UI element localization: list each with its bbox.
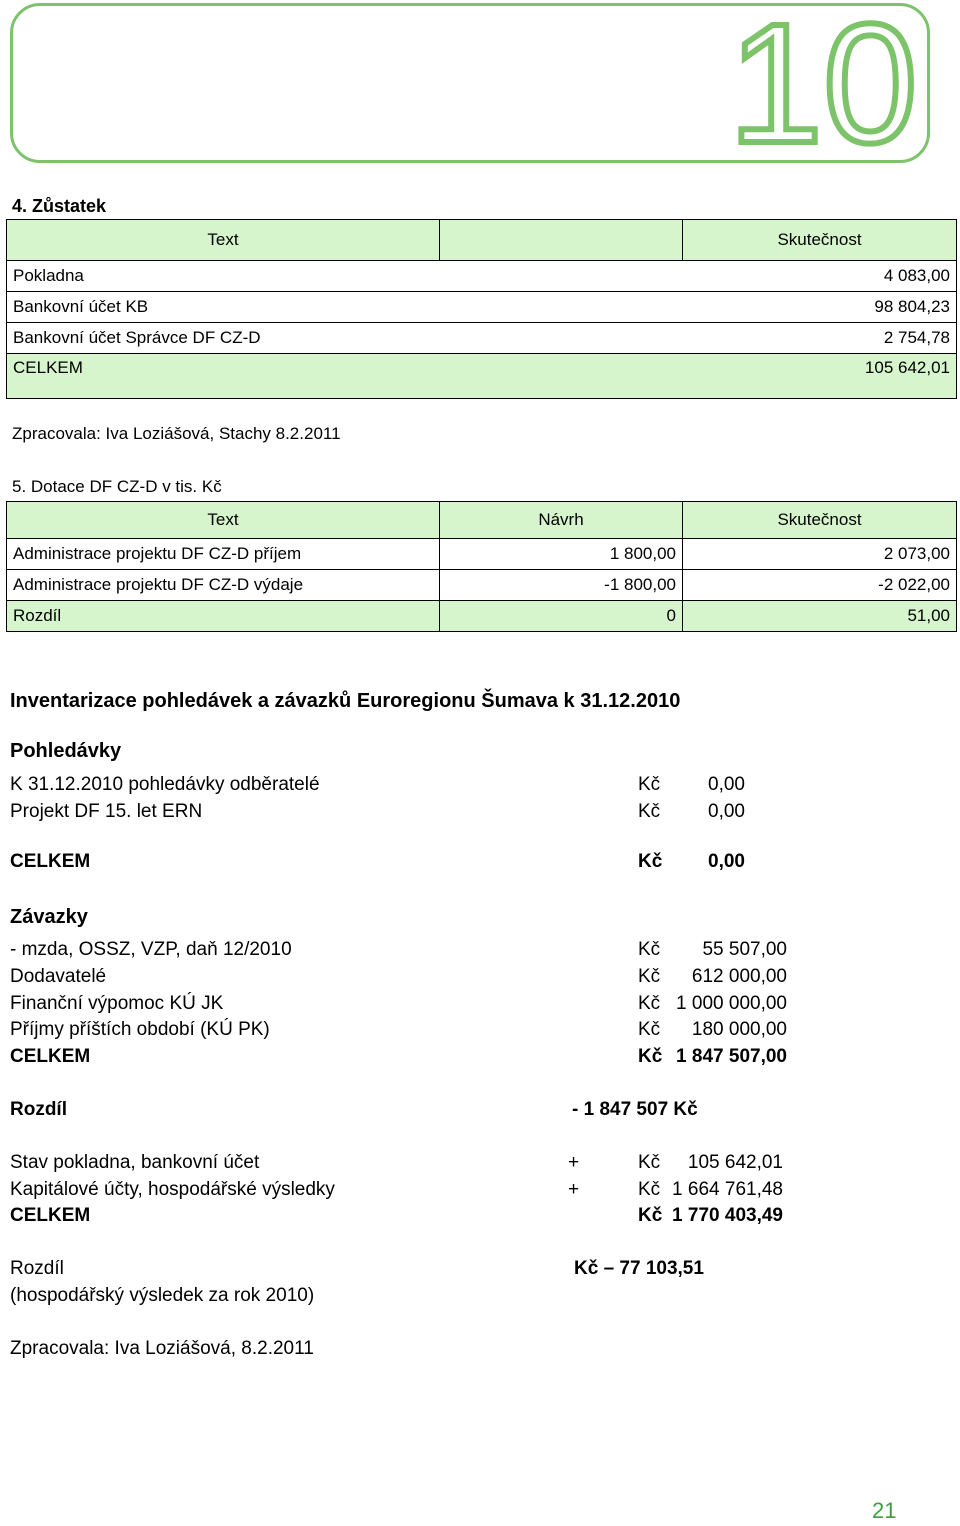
row-label: Administrace projektu DF CZ-D příjem xyxy=(7,539,440,570)
difference1-value: - 1 847 507 Kč xyxy=(572,1099,698,1120)
row-navrh: -1 800,00 xyxy=(440,570,683,601)
row-value: 4 083,00 xyxy=(683,261,957,292)
liability-amount: 180 000,00 xyxy=(691,1019,787,1040)
liability-label: - mzda, OSSZ, VZP, daň 12/2010 xyxy=(10,939,292,960)
receivable-currency: Kč xyxy=(638,801,661,822)
liability-amount: 612 000,00 xyxy=(691,966,787,987)
state-amount: 1 664 761,48 xyxy=(672,1179,783,1200)
table-header-row xyxy=(7,220,957,261)
difference2-note: (hospodářský výsledek za rok 2010) xyxy=(10,1285,315,1306)
row-label: Bankovní účet KB xyxy=(7,292,683,323)
row-label: Pokladna xyxy=(7,261,683,292)
row-navrh: 1 800,00 xyxy=(440,539,683,570)
table-header-row xyxy=(7,502,957,539)
section4-title: 4. Zůstatek xyxy=(12,196,107,216)
header-skutecnost: Skutečnost xyxy=(683,220,957,261)
row-value: 98 804,23 xyxy=(683,292,957,323)
receivables-total-label: CELKEM xyxy=(10,851,91,872)
row-skutecnost: -2 022,00 xyxy=(683,570,957,601)
liability-label: Finanční výpomoc KÚ JK xyxy=(10,993,224,1014)
receivables-heading: Pohledávky xyxy=(10,740,122,762)
liability-currency: Kč xyxy=(638,939,661,960)
table-total-row xyxy=(7,354,957,399)
header-text: Text xyxy=(7,220,440,261)
inventory-title: Inventarizace pohledávek a závazků Euroregionu Šumava k 31.12.2010 xyxy=(10,690,681,712)
receivable-label: K 31.12.2010 pohledávky odběratelé xyxy=(10,774,320,795)
inventory-prepared-by: Zpracovala: Iva Loziášová, 8.2.2011 xyxy=(10,1338,314,1359)
liabilities-total-currency: Kč xyxy=(638,1046,663,1067)
table-row xyxy=(7,323,957,354)
subsidy-table xyxy=(6,501,957,632)
state-sign: + xyxy=(568,1152,580,1173)
state-currency: Kč xyxy=(638,1179,661,1200)
liability-currency: Kč xyxy=(638,1019,661,1040)
state-amount: 105 642,01 xyxy=(687,1152,783,1173)
liability-currency: Kč xyxy=(638,993,661,1014)
section4-prepared-by: Zpracovala: Iva Loziášová, Stachy 8.2.2011 xyxy=(12,424,341,443)
row-value: 2 754,78 xyxy=(683,323,957,354)
header-text: Text xyxy=(7,502,440,539)
liabilities-total-label: CELKEM xyxy=(10,1046,91,1067)
row-label: Rozdíl xyxy=(7,601,440,632)
liabilities-total-amount: 1 847 507,00 xyxy=(676,1046,787,1067)
receivable-currency: Kč xyxy=(638,774,661,795)
chapter-number: 10 xyxy=(728,2,918,162)
balance-table xyxy=(6,219,957,399)
state-label: Kapitálové účty, hospodářské výsledky xyxy=(10,1179,335,1200)
liability-amount: 1 000 000,00 xyxy=(676,993,787,1014)
table-row xyxy=(7,261,957,292)
table-row xyxy=(7,292,957,323)
header-empty xyxy=(440,220,683,261)
header-skutecnost: Skutečnost xyxy=(683,502,957,539)
liability-label: Dodavatelé xyxy=(10,966,107,987)
state-sign: + xyxy=(568,1179,580,1200)
row-label: Administrace projektu DF CZ-D výdaje xyxy=(7,570,440,601)
liability-amount: 55 507,00 xyxy=(702,939,787,960)
receivable-amount: 0,00 xyxy=(708,801,745,822)
section5-title: 5. Dotace DF CZ-D v tis. Kč xyxy=(12,477,222,496)
difference2-value: Kč – 77 103,51 xyxy=(574,1258,704,1279)
receivable-label: Projekt DF 15. let ERN xyxy=(10,801,203,822)
state-total-label: CELKEM xyxy=(10,1205,91,1226)
total-value: 105 642,01 xyxy=(683,354,957,399)
total-label: CELKEM xyxy=(7,354,683,399)
receivable-amount: 0,00 xyxy=(708,774,745,795)
state-currency: Kč xyxy=(638,1152,661,1173)
row-skutecnost: 51,00 xyxy=(683,601,957,632)
liability-label: Příjmy příštích období (KÚ PK) xyxy=(10,1019,270,1040)
liabilities-heading: Závazky xyxy=(10,906,88,928)
difference1-label: Rozdíl xyxy=(10,1099,67,1120)
receivables-total-currency: Kč xyxy=(638,851,663,872)
liability-currency: Kč xyxy=(638,966,661,987)
row-label: Bankovní účet Správce DF CZ-D xyxy=(7,323,683,354)
receivables-total-amount: 0,00 xyxy=(708,851,745,872)
table-row xyxy=(7,539,957,570)
state-total-currency: Kč xyxy=(638,1205,663,1226)
difference2-label: Rozdíl xyxy=(10,1258,64,1279)
row-skutecnost: 2 073,00 xyxy=(683,539,957,570)
header-navrh: Návrh xyxy=(440,502,683,539)
row-navrh: 0 xyxy=(440,601,683,632)
state-label: Stav pokladna, bankovní účet xyxy=(10,1152,260,1173)
table-row xyxy=(7,570,957,601)
state-total-amount: 1 770 403,49 xyxy=(672,1205,783,1226)
chapter-number-graphic xyxy=(718,2,928,162)
page-number: 21 xyxy=(872,1498,897,1523)
table-total-row xyxy=(7,601,957,632)
